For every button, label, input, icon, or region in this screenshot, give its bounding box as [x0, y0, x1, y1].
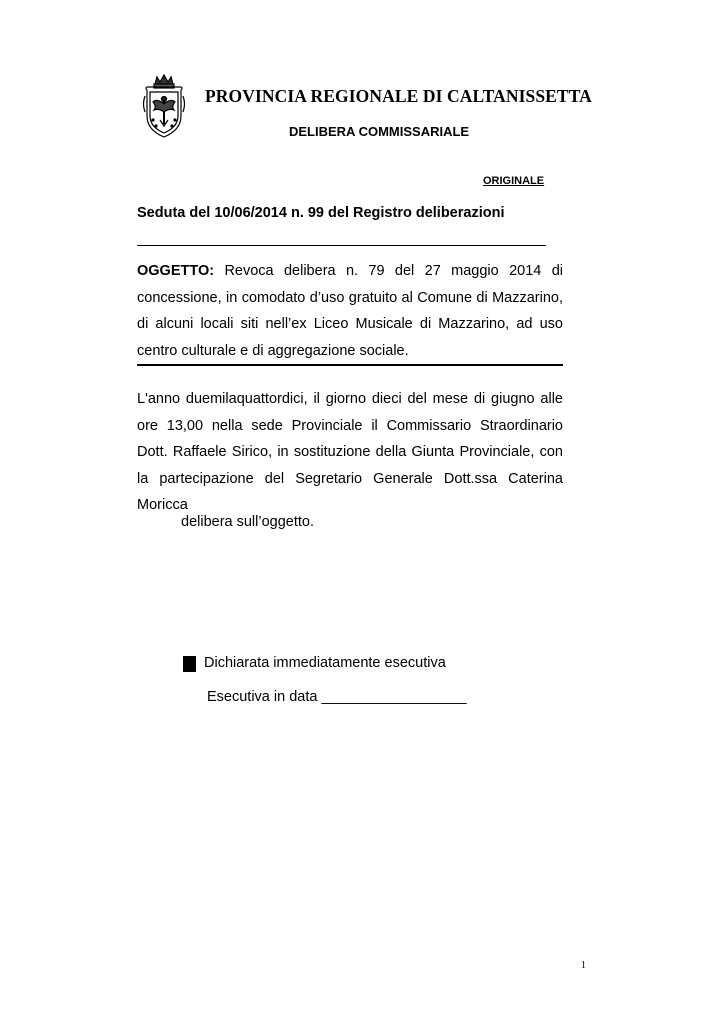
immediate-execution-checkbox[interactable]: [183, 656, 196, 672]
execution-date-line: Esecutiva in data __________________: [207, 689, 467, 705]
divider: [137, 245, 546, 246]
page-title: PROVINCIA REGIONALE DI CALTANISSETTA: [205, 86, 592, 106]
page-number: 1: [581, 960, 586, 971]
status-label: ORIGINALE: [483, 175, 545, 187]
divider: [137, 364, 563, 366]
coat-of-arms-icon: [141, 74, 187, 140]
deliberation-line: delibera sull’oggetto.: [181, 514, 315, 530]
session-line: Seduta del 10/06/2014 n. 99 del Registro deliberazioni: [137, 205, 505, 221]
subject-text: Revoca delibera n. 79 del 27 maggio 2014 di concessione, in comodato d’uso gratuito al Comune di Mazzarino, di alcuni locali siti nell’ex Liceo Musicale di Mazzarino, ad uso centro culturale e di aggregazione sociale.: [137, 263, 563, 359]
immediate-execution-label: Dichiarata immediatamente esecutiva: [204, 655, 446, 671]
body-paragraph: L'anno duemilaquattordici, il giorno dieci del mese di giugno alle ore 13,00 nella sede Provinciale il Commissario Straordinario Dott. Raffaele Sirico, in sostituzione della Giunta Provinciale, con la partecipazione del Segretario Generale Dott.ssa Caterina Moricca: [137, 391, 563, 513]
subject-paragraph: [137, 258, 563, 364]
document-type: DELIBERA COMMISSARIALE: [289, 124, 470, 139]
subject-label: OGGETTO:: [137, 263, 215, 279]
